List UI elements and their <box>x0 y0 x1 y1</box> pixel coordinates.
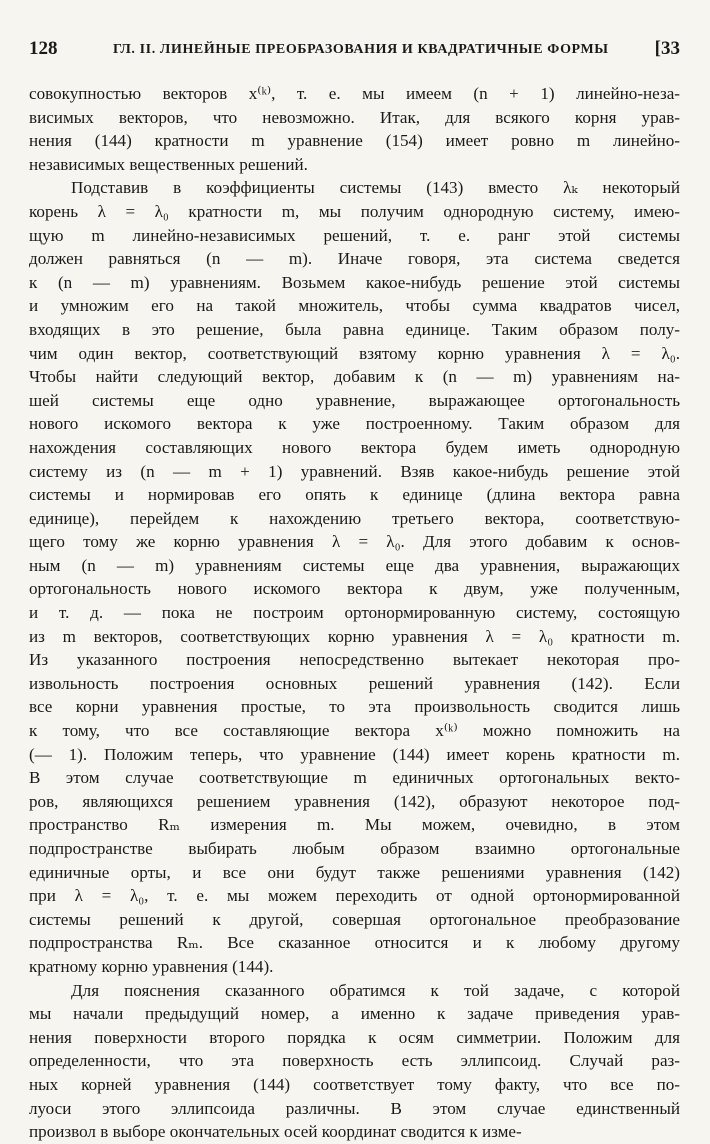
text-line: пространство Rₘ измерения m. Мы можем, очевидно, в этом <box>29 815 680 835</box>
text-line: извольность построения основных решений уравнения (142). Если <box>29 673 680 693</box>
text-line: при λ = λ₀, т. е. мы можем переходить от одной ортонормированной <box>29 886 680 906</box>
text-line: Подставив в коэффициенты системы (143) вместо λₖ некоторый <box>71 178 680 198</box>
text-line: Чтобы найти следующий вектор, добавим к (n — m) уравнениям на- <box>29 367 680 387</box>
text-line: все корни уравнения простые, то эта произвольность сводится лишь <box>29 697 680 717</box>
paragraph <box>29 176 680 978</box>
text-line: единице), перейдем к нахождению третьего вектора, соответствую- <box>29 508 680 528</box>
text-line: Для пояснения сказанного обратимся к той задаче, с которой <box>71 980 680 1000</box>
text-line: систему из (n — m + 1) уравнений. Взяв какое-нибудь решение этой <box>29 461 680 481</box>
text-line: и т. д. — пока не построим ортонормированную систему, состоящую <box>29 603 680 623</box>
text-line: входящих в это решение, была равна единице. Таким образом полу- <box>29 319 680 339</box>
text-line: нения (144) кратности m уравнение (154) имеет ровно m линейно- <box>29 131 680 151</box>
text-line: нения поверхности второго порядка к осям симметрии. Положим для <box>29 1027 680 1047</box>
text-line: висимых векторов, что невозможно. Итак, для всякого корня урав- <box>29 107 680 127</box>
text-line: из m векторов, соответствующих корню уравнения λ = λ₀ кратности m. <box>29 626 680 646</box>
body-text <box>29 82 680 1144</box>
text-line: произвол в выборе окончательных осей координат сводится к изме- <box>29 1122 522 1142</box>
text-line: (— 1). Положим теперь, что уравнение (144) имеет корень кратности m. <box>29 744 680 764</box>
section-number: [33 <box>654 38 680 59</box>
text-line: шей системы еще одно уравнение, выражающее ортогональность <box>29 390 680 410</box>
text-line: ным (n — m) уравнениям системы еще два уравнения, выражающих <box>29 555 680 575</box>
text-line: должен равняться (n — m). Иначе говоря, эта система сведется <box>29 249 680 269</box>
text-line: независимых вещественных решений. <box>29 154 308 174</box>
text-line: к тому, что все составляющие вектора x⁽ᵏ⁾ можно помножить на <box>29 721 680 741</box>
text-line: щего тому же корню уравнения λ = λ₀. Для этого добавим к основ- <box>29 532 680 552</box>
text-line: корень λ = λ₀ кратности m, мы получим однородную систему, имею- <box>29 201 680 221</box>
text-line: системы решений к другой, совершая ортогональное преобразование <box>29 909 680 929</box>
text-line: кратному корню уравнения (144). <box>29 956 274 976</box>
text-line: системы и нормировав его опять к единице (длина вектора равна <box>29 485 680 505</box>
text-line: определенности, что эта поверхность есть эллипсоид. Случай раз- <box>29 1051 680 1071</box>
running-title: ГЛ. II. ЛИНЕЙНЫЕ ПРЕОБРАЗОВАНИЯ И КВАДРАТИЧНЫЕ ФОРМЫ <box>113 42 609 57</box>
text-line: луоси этого эллипсоида различны. В этом случае единственный <box>29 1098 680 1118</box>
text-line: и умножим его на такой множитель, чтобы сумма квадратов чисел, <box>29 296 680 316</box>
text-line: ров, являющихся решением уравнения (142), образуют некоторое под- <box>29 791 680 811</box>
text-line: щую m линейно-независимых решений, т. е. ранг этой системы <box>29 225 680 245</box>
text-line: к (n — m) уравнениям. Возьмем какое-нибудь решение этой системы <box>29 272 680 292</box>
text-line: совокупностью векторов x⁽ᵏ⁾, т. е. мы имеем (n + 1) линейно-неза- <box>29 84 680 103</box>
text-line: мы начали предыдущий номер, а именно к задаче приведения урав- <box>29 1004 680 1024</box>
page-number: 128 <box>29 38 58 59</box>
paragraph <box>29 82 680 176</box>
text-line: В этом случае соответствующие m единичных ортогональных векто- <box>29 768 680 788</box>
paragraph <box>29 979 680 1144</box>
text-line: Из указанного построения непосредственно вытекает некоторая про- <box>29 650 680 670</box>
text-line: ортогональность нового искомого вектора к двум, уже полученным, <box>29 579 680 599</box>
text-line: ных корней уравнения (144) соответствует тому факту, что все по- <box>29 1074 680 1094</box>
text-line: нахождения составляющих нового вектора будем иметь однородную <box>29 437 680 457</box>
text-line: нового искомого вектора к уже построенному. Таким образом для <box>29 414 680 434</box>
text-line: подпространстве выбирать любым образом взаимно ортогональные <box>29 839 680 858</box>
text-line: единичные орты, и все они будут также решениями уравнения (142) <box>29 862 680 882</box>
running-header <box>29 38 680 68</box>
text-line: чим один вектор, соответствующий взятому корню уравнения λ = λ₀. <box>29 343 680 363</box>
text-line: подпространства Rₘ. Все сказанное относится и к любому другому <box>29 933 680 953</box>
